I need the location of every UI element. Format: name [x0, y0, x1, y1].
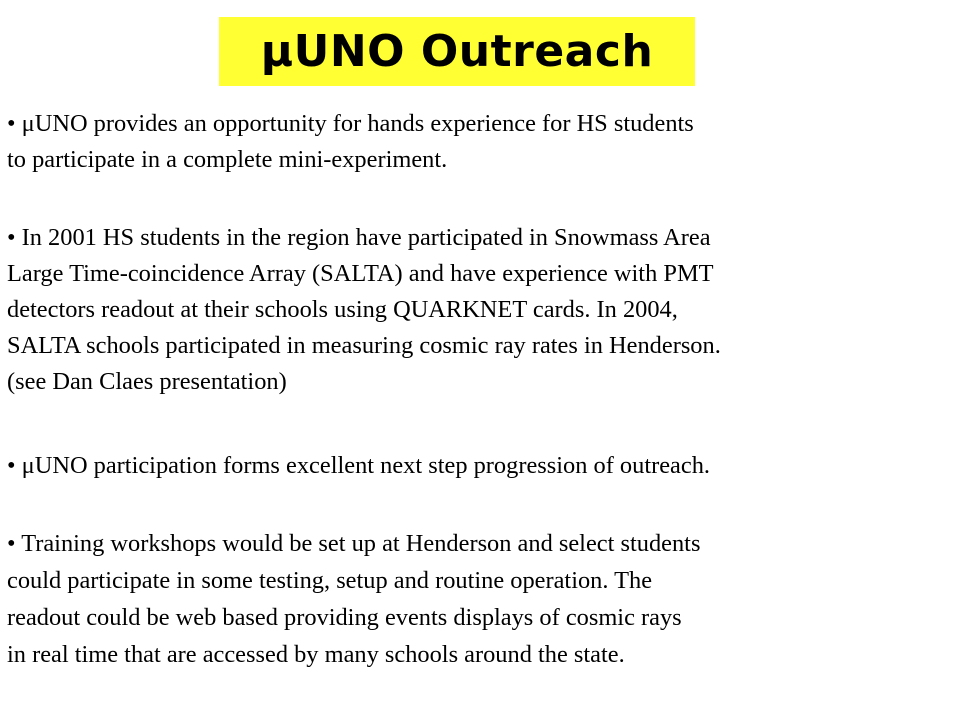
title-banner — [219, 17, 695, 86]
paragraph-line: could participate in some testing, setup and routine operation. The — [7, 567, 653, 594]
paragraph-line: • In 2001 HS students in the region have participated in Snowmass Area — [7, 224, 711, 251]
paragraph-line: • μUNO provides an opportunity for hands experience for HS students — [7, 110, 694, 137]
paragraph-line: Large Time-coincidence Array (SALTA) and have experience with PMT — [7, 260, 714, 287]
paragraph-line: (see Dan Claes presentation) — [7, 368, 287, 395]
paragraph-line: in real time that are accessed by many schools around the state. — [7, 641, 625, 668]
paragraph-line: • μUNO participation forms excellent next step progression of outreach. — [7, 452, 710, 479]
paragraph-line: to participate in a complete mini-experiment. — [7, 146, 448, 173]
paragraph-line: detectors readout at their schools using QUARKNET cards. In 2004, — [7, 296, 678, 323]
slide-title: μUNO Outreach — [260, 26, 654, 77]
paragraph-line: SALTA schools participated in measuring cosmic ray rates in Henderson. — [7, 332, 721, 359]
paragraph-line: • Training workshops would be set up at Henderson and select students — [7, 530, 701, 557]
paragraph-line: readout could be web based providing events displays of cosmic rays — [7, 604, 682, 631]
